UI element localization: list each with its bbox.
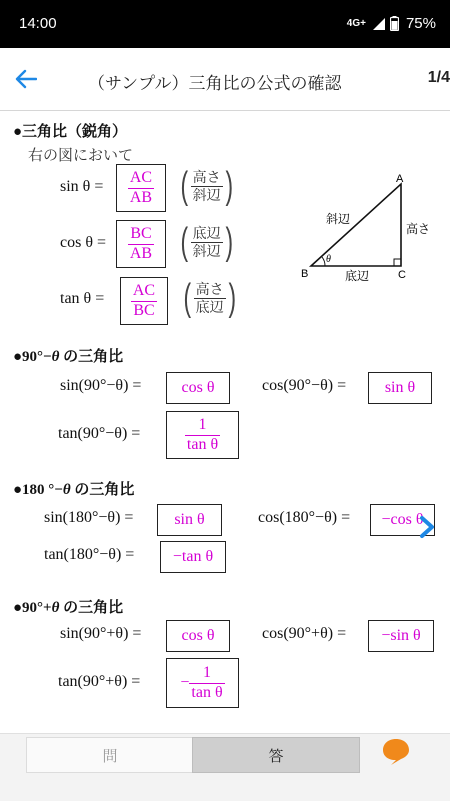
app-bar [0,48,450,111]
page-indicator: 1/4 [427,69,450,86]
answer-box-cos-90-plus[interactable]: −sin θ [368,620,434,652]
hint-cos: ( $\frac{\text{底辺}}{\text{斜辺}}$ ) [180,221,233,263]
theta-label: θ [326,254,331,265]
height-label: 高さ [406,222,431,236]
answer-box-sin-90-minus[interactable]: cos θ [166,372,230,404]
battery-icon [390,16,399,31]
section-heading-90-plus: ●90°+θ の三角比 [13,600,124,616]
answer-den: AB [129,244,153,262]
eq-tan-90-plus-lhs: tan(90°+θ) = [58,673,141,690]
back-button[interactable] [10,63,42,95]
tab-question[interactable]: 問 [26,737,194,773]
hint-num: 高さ [195,280,224,297]
chevron-right-icon[interactable] [415,513,439,541]
formula-content [0,111,450,733]
section-heading-acute: ●三角比（鋭角） [13,123,128,140]
answer-box-tan-180-minus[interactable]: −tan θ [160,541,226,573]
answer-box-sin-180-minus[interactable]: sin θ [157,504,222,536]
eq-sin-180-minus-lhs: sin(180°−θ) = [44,509,134,526]
hint-num: 高さ [192,168,221,185]
status-bar [0,0,450,48]
eq-tan-180-minus-lhs: tan(180°−θ) = [44,546,135,563]
answer-box-sin-90-plus[interactable]: cos θ [166,620,230,652]
sin-label: sin θ = [60,178,104,195]
tan-label: tan θ = [60,290,105,307]
answer-num: AC [132,281,156,299]
cos-label: cos θ = [60,234,107,251]
network-type: 4G+ [346,18,366,29]
eq-cos-180-minus-lhs: cos(180°−θ) = [258,509,351,526]
hint-den: 斜辺 [192,186,221,203]
answer-box-tan-90-minus[interactable]: $\frac{1}{\text{tan θ}}$ [166,411,239,459]
answer-box-cos-180-minus[interactable]: −cos θ [370,504,435,536]
section-heading-180-minus: ●180 °−θ の三角比 [13,482,135,498]
answer-num: BC [130,224,152,242]
answer-box-tan-90-plus[interactable]: − $\frac{1}{\text{tan θ}}$ [166,658,239,708]
answer-den: AB [129,188,153,206]
section-heading-90-minus: ●90°−θ の三角比 [13,349,124,365]
status-time: 14:00 [19,15,57,32]
section-note: 右の図において [28,147,134,164]
bottom-tab-bar [0,733,450,801]
answer-num: AC [129,168,153,186]
eq-sin-90-plus-lhs: sin(90°+θ) = [60,625,142,642]
vertex-a-label: A [396,173,404,185]
answer-box-sin[interactable] [116,164,166,212]
base-label: 底辺 [345,269,370,283]
hypotenuse-label: 斜辺 [326,212,351,226]
answer-box-cos[interactable] [116,220,166,268]
right-triangle-diagram [295,173,445,283]
battery-level: 75% [405,15,436,32]
chat-bubble-icon[interactable] [380,736,412,766]
eq-sin-90-minus-lhs: sin(90°−θ) = [60,377,142,394]
status-icons [347,15,436,32]
vertex-c-label: C [398,269,406,281]
eq-cos-90-plus-lhs: cos(90°+θ) = [262,625,347,642]
signal-icon [372,17,386,31]
hint-den: 斜辺 [192,242,221,259]
vertex-b-label: B [301,268,309,280]
answer-den: BC [133,301,155,319]
answer-box-cos-90-minus[interactable]: sin θ [368,372,432,404]
eq-cos-90-minus-lhs: cos(90°−θ) = [262,377,347,394]
hint-den: 底辺 [195,298,224,315]
hint-num: 底辺 [192,224,221,241]
eq-tan-90-minus-lhs: tan(90°−θ) = [58,425,141,442]
answer-box-tan[interactable] [120,277,168,325]
tab-answer[interactable]: 答 [192,737,360,773]
hint-tan: ( $\frac{\text{高さ}}{\text{底辺}}$ ) [183,277,236,319]
page-title: （サンプル）三角比の公式の確認 [88,74,342,93]
arrow-left-icon [15,69,37,89]
hint-sin: ( $\frac{\text{高さ}}{\text{斜辺}}$ ) [180,165,233,207]
